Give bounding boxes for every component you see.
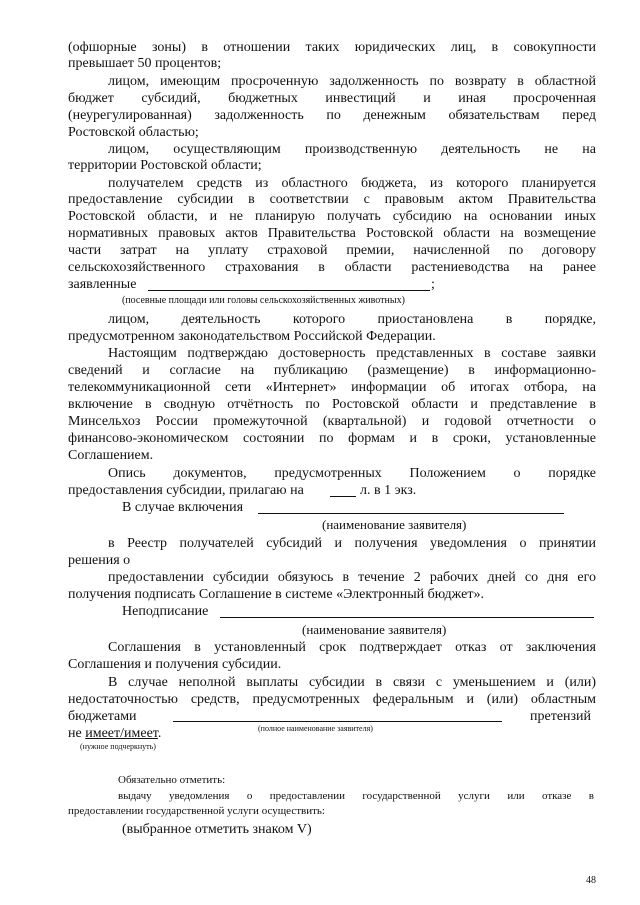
paragraph-recipient: получателем средств из областного бюджета, из которого планируется <box>108 176 596 191</box>
claims-line <box>68 726 161 741</box>
text-line: решения о <box>68 553 131 568</box>
text-line: Неподписание <box>122 604 209 619</box>
text-line: Соглашением. <box>68 448 154 463</box>
text-line: бюджет субсидий, бюджетных инвестиций и иная просроченная <box>68 91 596 106</box>
text-line: В случае включения <box>122 500 244 515</box>
text-line: части затрат на уплату страховой премии, начисленной по договору <box>68 243 596 258</box>
paragraph-suspended: лицом, деятельность которого приостановлена в порядке, <box>108 312 596 327</box>
text-line: заявленные <box>68 277 137 292</box>
hint-underline-required: (нужное подчеркнуть) <box>80 742 156 751</box>
declared-fill-line <box>148 290 430 291</box>
paragraph-territory: лицом, осуществляющим производственную деятельность не на <box>108 142 596 157</box>
page-number: 48 <box>586 875 596 886</box>
paragraph-partial-payment: В случае неполной выплаты субсидии в связи с уменьшением и (или) <box>108 675 596 690</box>
text-line: л. в 1 экз. <box>360 483 417 498</box>
text-line: (офшорные зоны) в отношении таких юридических лиц, в совокупности <box>68 40 596 55</box>
hint-applicant-full-name: (полное наименование заявителя) <box>258 724 373 733</box>
applicant-fill-line-1 <box>258 513 564 514</box>
hint-applicant-name-2: (наименование заявителя) <box>302 622 447 637</box>
text-line: предоставлении государственной услуги осуществить: <box>68 805 325 817</box>
paragraph-inventory: Опись документов, предусмотренных Положением о порядке <box>108 466 596 481</box>
text-line: сельскохозяйственного страхования в области растениеводства на ранее <box>68 260 596 275</box>
text-line: претензий <box>530 709 592 724</box>
text-line: Минсельхоз России промежуточной (квартальной) и годовой отчетности о <box>68 414 596 429</box>
text-line: Соглашения и получения субсидии. <box>68 657 282 672</box>
text-line: бюджетами <box>68 709 137 724</box>
text-fragment: . <box>157 726 162 741</box>
text-line: предоставлении субсидии обязуюсь в течение 2 рабочих дней со дня его <box>108 570 596 585</box>
hint-sown-area: (посевные площади или головы сельскохозяйственных животных) <box>122 295 405 306</box>
text-line: Ростовской области, и не планирую получать субсидию на основании иных <box>68 209 596 224</box>
mandatory-note: Обязательно отметить: <box>118 774 226 786</box>
text-line: Ростовской областью; <box>68 125 199 140</box>
notification-line: выдачу уведомления о предоставлении государственной услуги или отказе в <box>118 790 594 802</box>
applicant-fill-line-2 <box>220 617 594 618</box>
text-line: недостаточностью средств, предусмотренных федеральным и (или) областным <box>68 692 596 707</box>
text-line: (неурегулированная) задолженность по денежным обязательствам перед <box>68 108 596 123</box>
text-line: нормативных правовых актов Правительства Ростовской области на возмещение <box>68 226 596 241</box>
text-line: получения подписать Соглашение в системе «Электронный бюджет». <box>68 587 484 602</box>
text-line: предусмотренном законодательством Российской Федерации. <box>68 329 436 344</box>
text-line: включение в сводную отчётность по Ростовской области и представление в <box>68 397 596 412</box>
underlined-choice: имеет/имеет <box>85 726 158 741</box>
text-line: предоставления субсидии, прилагаю на <box>68 483 304 498</box>
text-line: ; <box>431 277 435 292</box>
text-line: территории Ростовской области; <box>68 158 262 173</box>
text-fragment: не <box>68 726 86 741</box>
text-line: телекоммуникационной сети «Интернет» информации об итогах отбора, на <box>68 380 596 395</box>
paragraph-refusal: Соглашения в установленный срок подтверждает отказ от заключения <box>108 640 596 655</box>
text-line: предоставление субсидии в соответствии с правовым актом Правительства <box>68 192 596 207</box>
pages-count-fill-line <box>330 496 356 497</box>
paragraph-registry: в Реестр получателей субсидий и получения уведомления о принятии <box>108 536 596 551</box>
text-line: превышает 50 процентов; <box>68 56 222 71</box>
hint-applicant-name-1: (наименование заявителя) <box>322 517 467 532</box>
applicant-full-name-fill-line <box>173 721 502 722</box>
selection-instruction: (выбранное отметить знаком V) <box>122 822 312 837</box>
paragraph-confirmation: Настоящим подтверждаю достоверность представленных в составе заявки <box>108 346 596 361</box>
text-line: финансово-экономическом состоянии по формам и в сроки, установленные <box>68 431 596 446</box>
text-line: сведений и согласие на публикацию (размещение) в информационно- <box>68 363 596 378</box>
paragraph-arrears: лицом, имеющим просроченную задолженность по возврату в областной <box>108 74 596 89</box>
